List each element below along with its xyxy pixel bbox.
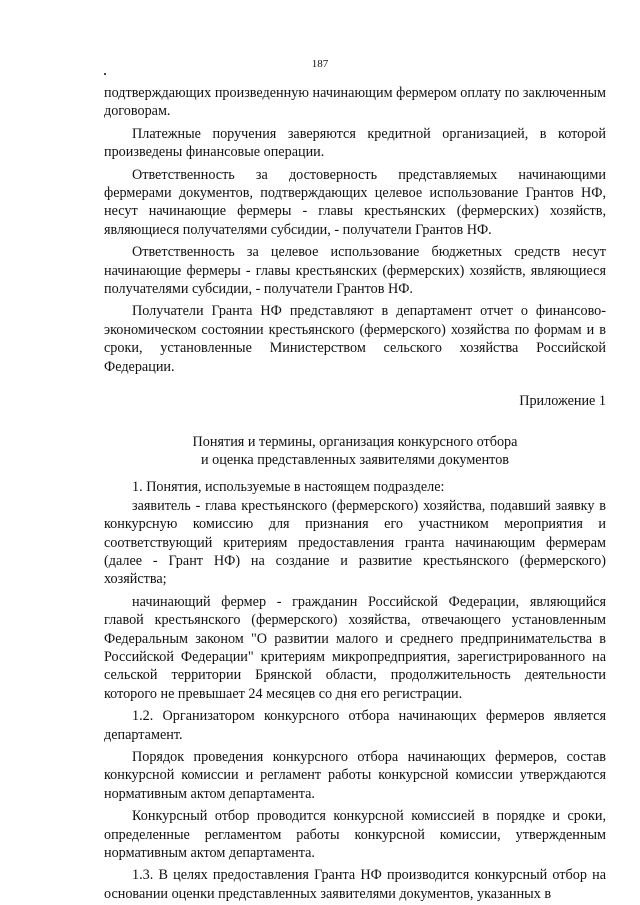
paragraph-responsibility-budget: Ответственность за целевое использование бюджетных средств несут начинающие фермеры - главы крестьянских (фермерских) хозяйств, являющиеся получателями субсидии, - получатели Грантов НФ. [104,244,606,298]
paragraph-report: Получатели Гранта НФ представляют в департамент отчет о финансово-экономическом состоянии крестьянского (фермерского) хозяйства по формам и в сроки, установленные Министерством сельского хозяйства Российской Федерации. [104,303,606,375]
paragraph-procedure: Порядок проведения конкурсного отбора начинающих фермеров, состав конкурсной комиссии и регламент работы конкурсной комиссии утверждаются нормативным актом департамента. [104,749,606,802]
appendix-label: Приложение 1 [519,393,606,410]
scan-speck [104,73,106,75]
document-body [104,84,606,903]
paragraph-responsibility-documents: Ответственность за достоверность представляемых начинающими фермерами документов, подтверждающих целевое использование Грантов НФ, несут начинающие фермеры - главы крестьянских (фермерских) хозяйств, являющиеся получателями субсидии, - получатели Грантов НФ. [104,166,606,238]
section-heading [104,433,606,470]
paragraph-farmer-definition: начинающий фермер - гражданин Российской Федерации, являющийся главой крестьянского (фермерского) хозяйства, отвечающего установленным Федеральным законом "О развитии малого и среднего предпринимательства в Российской Федерации" критериям микропредприятия, зарегистрированного на сельской территории Брянской области, продолжительность деятельности которого не превышает 24 месяцев со дня его регистрации. [104,593,606,702]
heading-line-2: и оценка представленных заявителями документов [201,451,509,468]
paragraph-grant-selection: 1.3. В целях предоставления Гранта НФ производится конкурсный отбор на основании оценки представленных заявителями документов, указанных в [104,867,606,902]
paragraph-selection-process: Конкурсный отбор проводится конкурсной комиссией в порядке и сроки, определенные регламентом работы конкурсной комиссии, утвержденным нормативным актом департамента. [104,808,606,862]
paragraph-applicant-definition: заявитель - глава крестьянского (фермерского) хозяйства, подавший заявку в конкурсную комиссию для признания его участником мероприятия и соответствующий критериям предоставления гранта начинающим фермерам (далее - Грант НФ) на создание и развитие крестьянского (фермерского) хозяйства; [104,497,606,588]
page-number: 187 [311,58,329,70]
paragraph-payment-orders: Платежные поручения заверяются кредитной организацией, в которой произведены финансовые операции. [104,125,606,161]
heading-line-1: Понятия и термины, организация конкурсного отбора [192,433,518,450]
paragraph-continuation: подтверждающих произведенную начинающим фермером оплату по заключенным договорам. [104,85,606,120]
paragraph-organizer: 1.2. Организатором конкурсного отбора начинающих фермеров является департамент. [104,708,606,743]
paragraph-definitions-intro: 1. Понятия, используемые в настоящем подразделе: [132,479,445,496]
